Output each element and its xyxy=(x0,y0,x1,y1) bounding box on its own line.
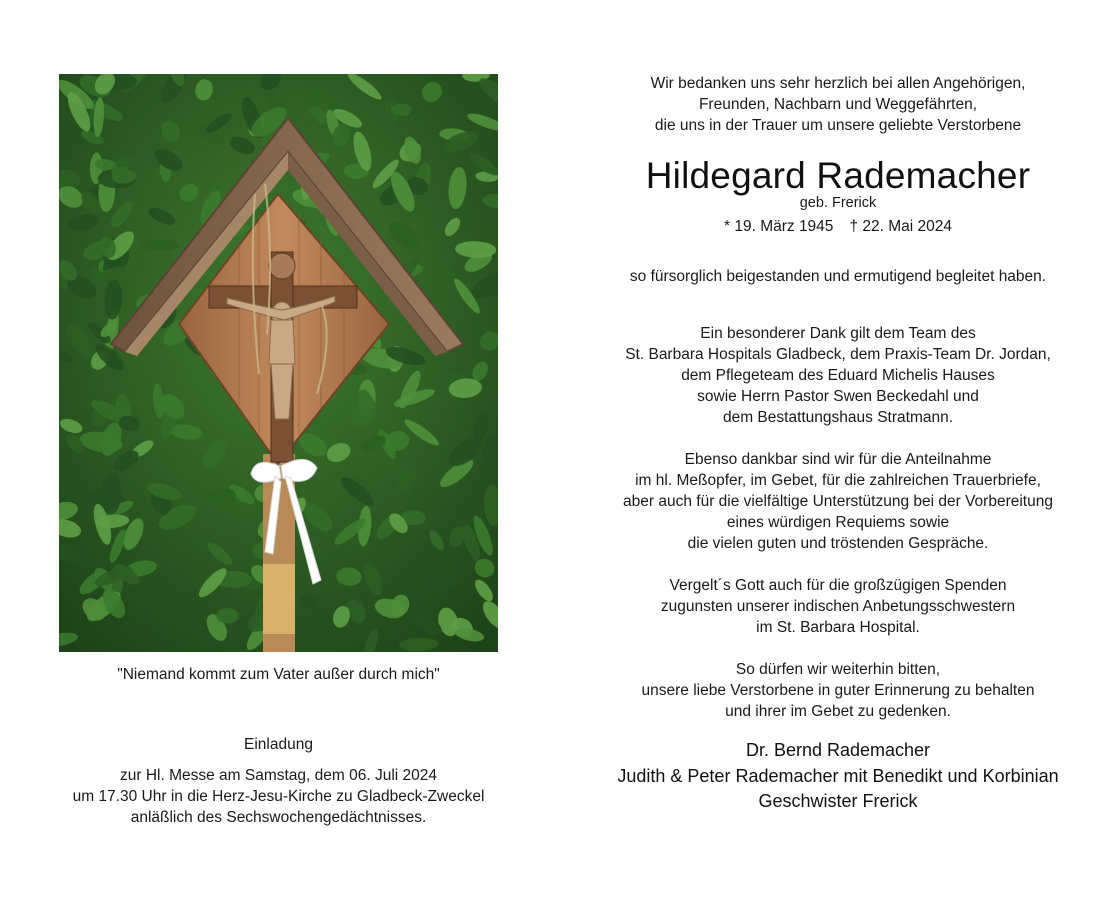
thanks-condolence-paragraph xyxy=(588,449,1088,554)
support-line: so fürsorglich beigestanden und ermutigend begleitet haben. xyxy=(629,268,1047,285)
intro-line: Freunden, Nachbarn und Weggefährten, xyxy=(698,96,978,113)
paragraph-line: eines würdigen Requiems sowie xyxy=(726,514,950,531)
paragraph-line: unsere liebe Verstorbene in guter Erinnerung zu behalten xyxy=(641,682,1035,699)
paragraph-line: So dürfen wir weiterhin bitten, xyxy=(735,661,941,678)
paragraph-line: und ihrer im Gebet zu gedenken. xyxy=(725,703,951,720)
paragraph-line: Vergelt´s Gott auch für die großzügigen Spenden xyxy=(669,577,1007,594)
birth-date: * 19. März 1945 xyxy=(724,218,834,235)
invitation-block xyxy=(40,734,517,828)
invitation-line: zur Hl. Messe am Samstag, dem 06. Juli 2024 xyxy=(119,767,438,784)
bible-quote: "Niemand kommt zum Vater außer durch mich" xyxy=(117,666,440,683)
paragraph-line: zugunsten unserer indischen Anbetungsschwestern xyxy=(660,598,1016,615)
deceased-name: Hildegard Rademacher xyxy=(645,155,1031,196)
donations-paragraph xyxy=(588,575,1088,638)
life-dates xyxy=(588,216,1088,237)
signer-line: Judith & Peter Rademacher mit Benedikt und Korbinian xyxy=(617,765,1059,786)
intro-line: die uns in der Trauer um unsere geliebte Verstorbene xyxy=(654,117,1022,134)
invitation-line: anläßlich des Sechswochengedächtnisses. xyxy=(130,809,427,826)
signer-line: Geschwister Frerick xyxy=(758,791,918,811)
paragraph-line: im hl. Meßopfer, im Gebet, für die zahlreichen Trauerbriefe, xyxy=(635,472,1041,489)
paragraph-line: im St. Barbara Hospital. xyxy=(756,619,920,636)
intro-line: Wir bedanken uns sehr herzlich bei allen Angehörigen, xyxy=(650,75,1026,92)
paragraph-line: sowie Herrn Pastor Swen Beckedahl und xyxy=(697,388,979,405)
paragraph-line: St. Barbara Hospitals Gladbeck, dem Praxis-Team Dr. Jordan, xyxy=(625,346,1051,363)
signers-block xyxy=(588,738,1088,815)
paragraph-line: aber auch für die vielfältige Unterstützung bei der Vorbereitung xyxy=(623,493,1053,510)
birth-name: geb. Frerick xyxy=(799,195,877,211)
wayside-cross-photo xyxy=(59,74,498,652)
paragraph-line: die vielen guten und tröstenden Gespräche. xyxy=(687,535,989,552)
closing-paragraph xyxy=(588,659,1088,722)
invitation-title: Einladung xyxy=(244,736,313,753)
death-date: † 22. Mai 2024 xyxy=(849,218,952,235)
paragraph-line: Ein besonderer Dank gilt dem Team des xyxy=(700,325,976,342)
paragraph-line: dem Bestattungshaus Stratmann. xyxy=(722,409,954,426)
paragraph-line: Ebenso dankbar sind wir für die Anteilnahme xyxy=(684,451,992,468)
signer-line: Dr. Bernd Rademacher xyxy=(745,740,931,760)
thank-you-text xyxy=(588,73,1088,815)
paragraph-line: dem Pflegeteam des Eduard Michelis Hauses xyxy=(681,367,995,384)
invitation-line: um 17.30 Uhr in die Herz-Jesu-Kirche zu Gladbeck-Zweckel xyxy=(72,788,485,805)
thanks-team-paragraph xyxy=(588,323,1088,428)
